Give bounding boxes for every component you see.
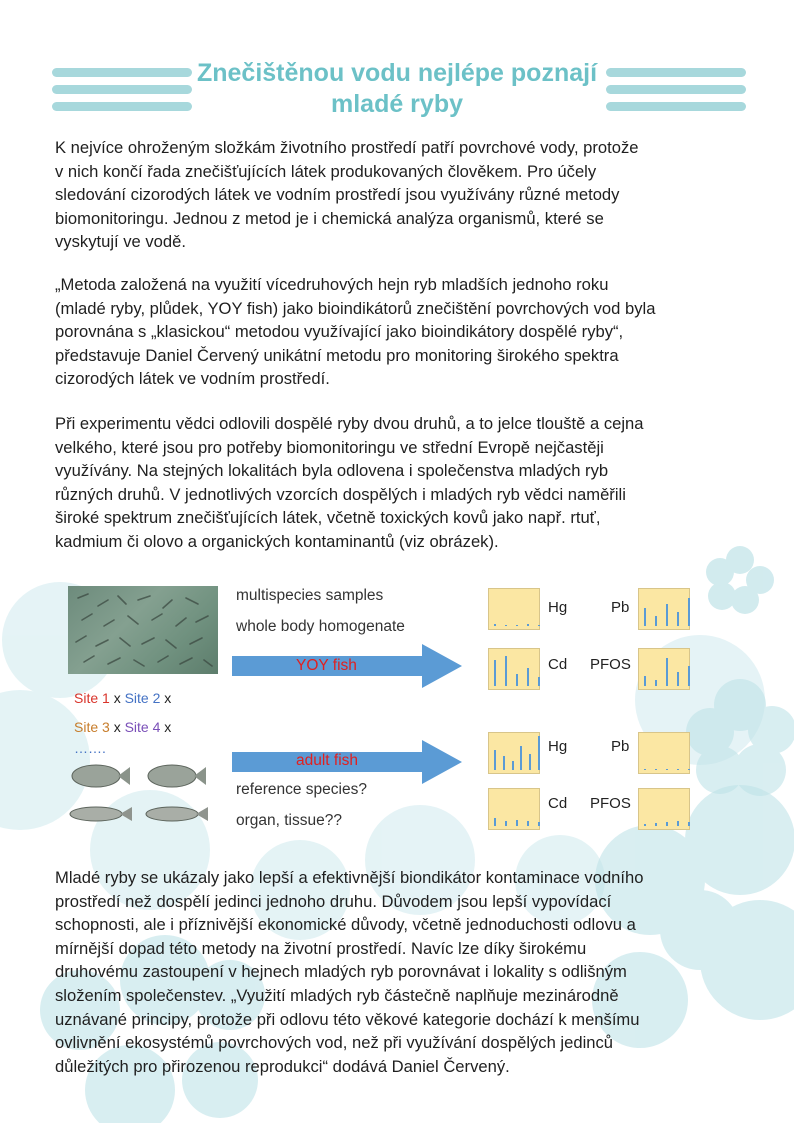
mini-bar xyxy=(688,598,690,626)
fish-school-icon xyxy=(68,586,218,674)
cd-label: Cd xyxy=(548,795,568,812)
text-line: Při experimentu vědci odlovili dospělé ryby dvou druhů, a to jelce tlouště a cejna xyxy=(55,414,644,433)
mini-bar xyxy=(538,736,540,770)
title-line-1: Znečištěnou vodu nejlépe poznají xyxy=(196,59,598,87)
text-line: sledování cizorodých látek ve vodním prostředí jsou využívány různé metody xyxy=(55,185,620,205)
yoy-cd-chart xyxy=(488,648,540,690)
text-line: (mladé ryby, plůdek, YOY fish) jako bioindikátorů znečištění povrchových vod byla xyxy=(55,298,656,318)
mini-bar xyxy=(538,822,540,826)
text-line: Mladé ryby se ukázaly jako lepší a efektivnější biondikátor kontaminace vodního xyxy=(55,868,644,887)
x-sep: x xyxy=(113,690,121,706)
mini-bar xyxy=(644,824,646,826)
yoy-pfos-chart xyxy=(638,648,690,690)
mini-bar xyxy=(494,818,496,826)
bream-icon xyxy=(72,765,206,787)
x-sep: x xyxy=(164,690,172,706)
organ-tissue-label: organ, tissue?? xyxy=(236,812,342,829)
pfos-label: PFOS xyxy=(590,656,631,673)
mini-bar xyxy=(677,821,679,826)
mini-bar xyxy=(512,761,514,770)
text-line: prostředí než dospělí jedinci jednoho druhu. Důvodem jsou lepší vypovídací xyxy=(55,891,612,911)
sites-row-1 xyxy=(74,690,171,706)
text-line: K nejvíce ohroženým složkám životního prostředí patří povrchové vody, protože xyxy=(55,138,639,157)
title-line-2: mladé ryby xyxy=(330,90,463,118)
adult-hg-chart xyxy=(488,732,540,774)
mini-bar xyxy=(644,608,646,626)
mini-bar xyxy=(666,604,668,626)
mini-bar xyxy=(494,750,496,770)
reference-species-label: reference species? xyxy=(236,781,367,798)
mini-bar xyxy=(666,769,668,770)
mini-bar xyxy=(688,769,690,770)
flower-small xyxy=(706,546,774,614)
text-line: ovlivnění ekosystémů povrchových vod, než při využívání dospělých jedinců xyxy=(55,1033,614,1053)
paragraph-intro xyxy=(55,136,639,254)
x-sep: x xyxy=(164,719,172,735)
adult-fish-label: adult fish xyxy=(296,752,359,769)
mini-bar xyxy=(677,672,679,686)
mini-bar xyxy=(505,821,507,826)
text-line: mírnější dopad této metody na životní prostředí. Navíc lze díky širokému xyxy=(55,938,587,958)
adult-pb-chart xyxy=(638,732,690,774)
pb-label: Pb xyxy=(611,738,630,755)
adult-fish-icons xyxy=(66,762,226,834)
yoy-hg-chart xyxy=(488,588,540,630)
mini-bar xyxy=(516,820,518,826)
hg-label: Hg xyxy=(548,599,568,616)
text-line: „Metoda založená na využití vícedruhových hejn ryb mladších jednoho roku xyxy=(55,275,609,294)
mini-bar xyxy=(505,625,507,626)
mini-bar xyxy=(538,625,540,626)
text-line: biomonitoringu. Jednou z metod je i chemická analýza organismů, které se xyxy=(55,208,604,228)
mini-bar xyxy=(677,769,679,770)
mini-bar xyxy=(644,676,646,686)
mini-bar xyxy=(666,822,668,826)
fish-fry-photo xyxy=(68,586,218,674)
text-line: druhovému zastoupení v hejnech mladých ryb porovnávat i lokality s odlišným xyxy=(55,962,627,982)
text-line: kadmium či olovo a organických kontaminantů (viz obrázek). xyxy=(55,531,499,551)
mini-bar xyxy=(527,821,529,826)
method-figure xyxy=(60,574,706,846)
text-line: využívány. Na stejných lokalitách byla odlovena i společenstva mladých ryb xyxy=(55,461,609,481)
heading-lines-right xyxy=(606,68,746,119)
mini-bar xyxy=(503,756,505,770)
yoy-fish-label: YOY fish xyxy=(296,657,357,674)
text-line: v nich končí řada znečišťujících látek produkovaných člověkem. Pro účely xyxy=(55,161,597,181)
yoy-pb-chart xyxy=(638,588,690,630)
mini-bar xyxy=(644,769,646,770)
mini-bar xyxy=(494,624,496,626)
cd-label: Cd xyxy=(548,656,568,673)
mini-bar xyxy=(527,624,529,626)
paragraph-conclusion xyxy=(55,866,643,1078)
mini-bar xyxy=(655,616,657,626)
x-sep: x xyxy=(113,719,121,735)
heading-lines-left xyxy=(52,68,192,119)
site-3-label: Site 3 xyxy=(74,719,110,735)
page-title xyxy=(180,58,614,120)
mini-bar xyxy=(505,656,507,686)
mini-bar xyxy=(655,823,657,826)
mini-bar xyxy=(688,666,690,686)
mini-bar xyxy=(655,680,657,686)
text-line: představuje Daniel Červený unikátní metodu pro monitoring širokého spektra xyxy=(55,345,619,365)
site-1-label: Site 1 xyxy=(74,690,110,706)
mini-bar xyxy=(516,625,518,626)
hg-label: Hg xyxy=(548,738,568,755)
mini-bar xyxy=(529,754,531,770)
text-line: důležitých pro přirozenou reprodukci“ dodává Daniel Červený. xyxy=(55,1056,510,1076)
sites-dots: ……. xyxy=(74,740,106,756)
text-line: široké spektrum znečišťujících látek, včetně toxických kovů jako např. rtuť, xyxy=(55,508,601,528)
text-line: velkého, které jsou pro potřeby biomonitoringu ve střední Evropě nejčastěji xyxy=(55,437,604,457)
site-4-label: Site 4 xyxy=(124,719,161,735)
mini-bar xyxy=(516,674,518,686)
mini-bar xyxy=(677,612,679,626)
multispecies-label: multispecies samples xyxy=(236,587,384,604)
text-line: vyskytují ve vodě. xyxy=(55,232,186,252)
site-2-label: Site 2 xyxy=(124,690,161,706)
paragraph-experiment xyxy=(55,412,644,554)
text-line: různých druhů. V jednotlivých vzorcích dospělých i mladých ryb vědci naměřili xyxy=(55,484,626,504)
mini-bar xyxy=(655,769,657,770)
adult-pfos-chart xyxy=(638,788,690,830)
mini-bar xyxy=(527,668,529,686)
mini-bar xyxy=(688,822,690,826)
pb-label: Pb xyxy=(611,599,630,616)
mini-bar xyxy=(538,677,540,686)
text-line: cizorodých látek ve vodním prostředí. xyxy=(55,369,330,389)
paragraph-quote xyxy=(55,273,655,391)
mini-bar xyxy=(494,660,496,686)
text-line: schopnosti, ale i příznivější ekonomické důvody, včetně jednoduchosti odlovu a xyxy=(55,915,636,935)
adult-cd-chart xyxy=(488,788,540,830)
chub-icon xyxy=(70,807,208,821)
mini-bar xyxy=(666,658,668,686)
mini-bar xyxy=(520,746,522,770)
homogenate-label: whole body homogenate xyxy=(236,618,405,635)
text-line: složením společenstev. „Využití mladých ryb částečně naplňuje mezinárodně xyxy=(55,985,619,1005)
sites-row-2 xyxy=(74,719,171,735)
text-line: uznávané principy, protože při odlovu této věkové kategorie dochází k menšímu xyxy=(55,1009,640,1029)
text-line: porovnána s „klasickou“ metodou využívající jako bioindikátory dospělé ryby“, xyxy=(55,322,624,342)
pfos-label: PFOS xyxy=(590,795,631,812)
